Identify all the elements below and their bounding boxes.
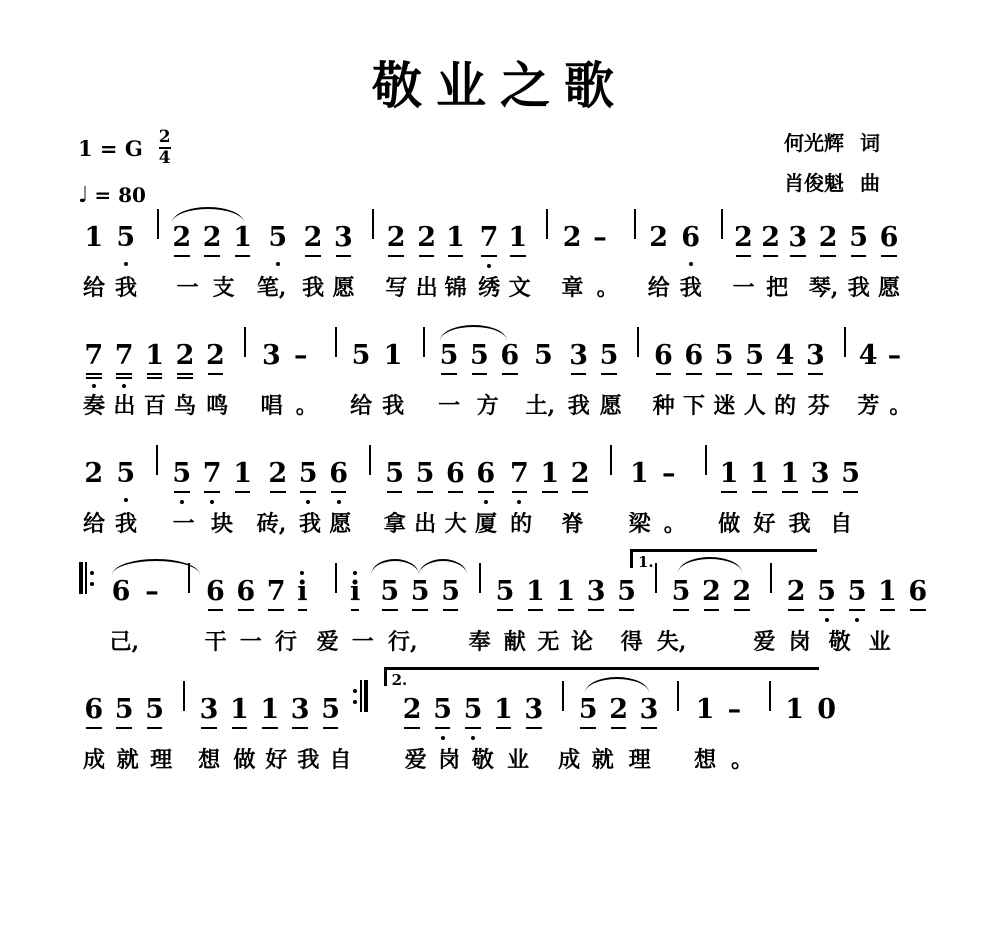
lyric-syllable: 的 [774, 393, 797, 419]
note-number: 4 [858, 340, 878, 371]
lyric-syllable: 我 [302, 275, 325, 301]
lyric-syllable: 自 [329, 747, 352, 773]
lyric-syllable: 人 [743, 393, 766, 419]
tempo-value: = 80 [94, 183, 146, 207]
lyric-syllable: 好 [753, 511, 776, 537]
music-staves [0, 209, 1000, 799]
octave-dot-low-icon [306, 500, 310, 504]
lyric-row [70, 743, 930, 777]
lyric-syllable: 理 [628, 747, 651, 773]
note-number: 1 [785, 694, 804, 725]
note-number: 6 [500, 342, 519, 379]
note-number: 3 [640, 696, 659, 733]
note-number: 1 [494, 696, 513, 733]
slur-arc [172, 207, 244, 223]
music-system [70, 671, 930, 799]
note-number: 6 [206, 578, 225, 615]
note-number: 2 [176, 342, 195, 379]
meter-denominator: 4 [158, 148, 171, 168]
lyric-syllable: 砖, [256, 511, 287, 537]
barline [372, 209, 374, 239]
note-number: 6 [236, 578, 255, 615]
note-number: 0 [817, 694, 836, 725]
lyric-syllable: 梁 [628, 511, 651, 537]
lyric-syllable: 方 [476, 393, 499, 419]
lyric-syllable: 岗 [438, 747, 461, 773]
note-number: 5 [268, 224, 287, 261]
lyric-syllable: 写 [385, 275, 408, 301]
key-and-meter [78, 129, 171, 207]
octave-dot-low-icon [484, 500, 488, 504]
credits [784, 123, 880, 203]
note-number: 5 [433, 696, 452, 733]
lyric-syllable: 就 [116, 747, 139, 773]
lyric-syllable: 给 [82, 275, 106, 301]
lyric-syllable: 给 [82, 511, 106, 537]
note-number: 5 [817, 578, 836, 615]
lyric-syllable: 成 [82, 747, 106, 773]
lyric-syllable: 奏 [82, 393, 106, 419]
note-number: 5 [470, 342, 489, 379]
lyric-syllable: 行 [274, 629, 298, 655]
octave-dot-high-icon [353, 571, 357, 575]
volta-label: 1. [638, 553, 654, 571]
octave-dot-low-icon [124, 498, 128, 502]
lyric-syllable: 脊 [561, 511, 584, 537]
note-number: 1 [233, 460, 252, 497]
note-number: 5 [385, 460, 404, 497]
note-number: 6 [329, 460, 348, 497]
lyric-syllable: 。 [596, 275, 619, 301]
note-number: 6 [908, 578, 927, 615]
barline [610, 445, 612, 475]
note-number: 5 [441, 578, 460, 615]
time-signature [159, 129, 171, 167]
lyric-syllable: 芳 [857, 393, 880, 419]
lyric-syllable: 支 [212, 275, 235, 301]
lyric-syllable: 章 [561, 275, 584, 301]
lyric-syllable: 爱 [404, 747, 427, 773]
page-title: 敬业之歌 [372, 56, 628, 115]
note-number: 2 [84, 458, 104, 489]
note-number: 5 [115, 696, 134, 733]
octave-dot-low-icon [210, 500, 214, 504]
sustain-dash: – [294, 340, 308, 371]
barline [156, 445, 158, 475]
note-row [70, 553, 930, 615]
lyric-syllable: 百 [143, 393, 166, 419]
barline [705, 445, 707, 475]
note-number: 6 [84, 696, 103, 733]
lyric-syllable: 鸟 [174, 393, 197, 419]
repeat-end-barline [356, 680, 368, 712]
lyric-syllable: 把 [766, 275, 789, 301]
music-system [70, 553, 930, 681]
note-number: 3 [262, 340, 281, 371]
lyric-syllable: 业 [868, 629, 891, 655]
note-number: 3 [811, 460, 830, 497]
sustain-dash: – [727, 694, 742, 725]
note-number: 3 [334, 224, 353, 261]
lyric-syllable: 我 [567, 393, 590, 419]
lyric-row [70, 271, 930, 305]
lyric-row [70, 389, 930, 423]
barline [634, 209, 636, 239]
lyricist-credit [784, 123, 880, 163]
lyric-syllable: 行, [387, 629, 418, 655]
note-number: 1 [84, 222, 104, 253]
lyric-syllable: 想 [694, 747, 717, 773]
note-number: 2 [649, 222, 668, 253]
lyric-syllable: 己, [109, 629, 140, 655]
music-system [70, 209, 930, 327]
note-number: 5 [848, 578, 867, 615]
note-number: 4 [776, 342, 795, 379]
lyric-syllable: 我 [382, 393, 405, 419]
lyric-syllable: 好 [265, 747, 288, 773]
lyric-syllable: 。 [730, 747, 754, 773]
lyric-syllable: 绣 [478, 275, 501, 301]
octave-dot-low-icon [855, 618, 859, 622]
note-number: 7 [510, 460, 529, 497]
lyric-syllable: 爱 [316, 629, 339, 655]
barline [335, 563, 337, 593]
note-number: 5 [672, 578, 691, 615]
octave-dot-low-icon [124, 262, 128, 266]
composer-name: 肖俊魁 [784, 171, 844, 195]
note-number: 2 [761, 224, 780, 261]
lyric-syllable: 献 [503, 629, 526, 655]
score-header [0, 123, 1000, 209]
octave-dot-low-icon [441, 736, 445, 740]
note-number: 3 [788, 224, 807, 261]
music-system [70, 445, 930, 563]
octave-dot-low-icon [689, 262, 693, 266]
lyric-syllable: 我 [298, 511, 322, 537]
note-number: 5 [534, 340, 553, 371]
note-number: 1 [230, 696, 249, 733]
lyric-syllable: 一 [176, 275, 199, 301]
note-number: 5 [351, 340, 371, 371]
lyric-syllable: 爱 [753, 629, 776, 655]
barline [423, 327, 425, 357]
barline [369, 445, 371, 475]
lyric-syllable: 厦 [474, 511, 498, 537]
lyric-syllable: 。 [889, 393, 912, 419]
barline [844, 327, 846, 357]
lyric-syllable: 我 [114, 275, 138, 301]
volta-bracket [630, 549, 817, 571]
note-number: 2 [609, 696, 628, 733]
barline [183, 681, 185, 711]
note-number: 5 [440, 342, 459, 379]
note-number: 1 [878, 578, 897, 615]
note-number: 2 [734, 224, 753, 261]
repeat-start-barline [79, 562, 91, 594]
note-number: 5 [600, 342, 619, 379]
barline [244, 327, 246, 357]
note-number: 2 [304, 224, 323, 261]
lyric-syllable: 成 [558, 747, 581, 773]
volta-label: 2. [391, 671, 408, 689]
note-number: 2 [819, 224, 838, 261]
note-number: 5 [617, 578, 636, 615]
note-number: 1 [720, 460, 739, 497]
lyric-syllable: 得 [620, 629, 643, 655]
lyricist-role: 词 [860, 131, 880, 155]
barline [335, 327, 337, 357]
lyric-syllable: 想 [198, 747, 221, 773]
note-number: 2 [417, 224, 436, 261]
lyric-syllable: 琴, [808, 275, 839, 301]
lyric-syllable: 愿 [878, 275, 901, 301]
lyric-syllable: 敬 [471, 747, 494, 773]
lyric-syllable: 出 [414, 511, 437, 537]
lyric-syllable: 我 [297, 747, 320, 773]
barline [479, 563, 481, 593]
lyric-syllable: 失, [656, 629, 687, 655]
lyric-syllable: 笔, [256, 275, 287, 301]
lyric-syllable: 下 [682, 393, 706, 419]
note-number: 2 [571, 460, 590, 497]
sustain-dash: – [593, 222, 607, 253]
note-number: 5 [464, 696, 483, 733]
note-number: 5 [841, 460, 860, 497]
note-number: 2 [206, 342, 225, 379]
octave-dot-low-icon [487, 264, 491, 268]
note-number: 2 [387, 224, 406, 261]
note-number: 5 [411, 578, 430, 615]
note-number: 6 [681, 224, 700, 261]
note-number: 6 [880, 224, 899, 261]
note-number: 6 [111, 576, 131, 607]
note-number: 1 [750, 460, 769, 497]
lyric-syllable: 一 [239, 629, 262, 655]
slur-arc [440, 325, 507, 341]
lyric-syllable: 唱 [260, 393, 283, 419]
lyric-row [70, 625, 930, 659]
sustain-dash: – [887, 340, 902, 371]
barline [546, 209, 548, 239]
lyric-row [70, 507, 930, 541]
lyric-syllable: 就 [591, 747, 614, 773]
lyric-syllable: 一 [172, 511, 195, 537]
octave-dot-low-icon [337, 500, 341, 504]
lyric-syllable: 的 [510, 511, 533, 537]
note-number: 2 [403, 696, 422, 733]
note-number: 3 [587, 578, 606, 615]
note-number: 5 [321, 696, 340, 733]
lyric-syllable: 我 [788, 511, 811, 537]
octave-dot-low-icon [180, 500, 184, 504]
lyric-syllable: 奉 [468, 629, 491, 655]
lyric-syllable: 理 [150, 747, 173, 773]
note-number: 6 [476, 460, 495, 497]
sustain-dash: – [662, 458, 676, 489]
note-number: 7 [480, 224, 499, 261]
lyric-syllable: 干 [204, 629, 227, 655]
note-number: 3 [291, 696, 310, 733]
lyric-syllable: 文 [508, 275, 531, 301]
lyric-syllable: 做 [233, 747, 256, 773]
note-number: 2 [787, 578, 806, 615]
note-row [70, 327, 930, 379]
tempo-marking [78, 183, 171, 207]
note-number: 7 [115, 342, 134, 379]
lyric-syllable: 给 [647, 275, 670, 301]
note-number: 1 [556, 578, 575, 615]
lyric-syllable: 大 [444, 511, 467, 537]
note-number: 5 [745, 342, 764, 379]
lyric-syllable: 自 [830, 511, 853, 537]
octave-dot-low-icon [122, 384, 126, 388]
note-number: 1 [508, 224, 527, 261]
note-number: 2 [702, 578, 721, 615]
note-number: 5 [116, 224, 135, 261]
note-number: 1 [540, 460, 559, 497]
note-number: 3 [524, 696, 543, 733]
meter-numerator: 2 [158, 127, 171, 147]
quarter-note-icon: ♩ [78, 182, 89, 208]
lyric-syllable: 做 [718, 511, 741, 537]
note-number: 5 [579, 696, 598, 733]
octave-dot-high-icon [300, 571, 304, 575]
note-number: 6 [654, 342, 673, 379]
note-number: 5 [172, 460, 191, 497]
lyric-syllable: 论 [570, 629, 594, 655]
note-number: 5 [496, 578, 515, 615]
lyric-syllable: 土, [525, 393, 556, 419]
lyric-syllable: 我 [679, 275, 702, 301]
note-number: 2 [562, 222, 582, 253]
barline [157, 209, 159, 239]
note-number: i [350, 578, 360, 615]
lyric-syllable: 拿 [383, 511, 406, 537]
composer-role: 曲 [860, 171, 880, 195]
lyric-syllable: 给 [350, 393, 373, 419]
octave-dot-low-icon [92, 384, 96, 388]
note-number: 1 [695, 694, 715, 725]
lyric-syllable: 迷 [713, 393, 736, 419]
note-number: 5 [145, 696, 164, 733]
lyric-syllable: 愿 [329, 511, 352, 537]
octave-dot-low-icon [825, 618, 829, 622]
note-number: 3 [569, 342, 588, 379]
note-number: 1 [233, 224, 252, 261]
note-number: 2 [268, 460, 287, 497]
lyric-syllable: 愿 [599, 393, 622, 419]
note-row [70, 445, 930, 497]
lyric-syllable: 一 [351, 629, 374, 655]
lyric-syllable: 一 [732, 275, 755, 301]
note-number: i [297, 578, 307, 615]
note-number: 3 [200, 696, 219, 733]
note-number: 6 [446, 460, 465, 497]
note-number: 1 [526, 578, 545, 615]
lyricist-name: 何光辉 [784, 131, 844, 155]
note-number: 7 [267, 578, 286, 615]
lyric-syllable: 愿 [332, 275, 355, 301]
note-number: 1 [145, 342, 164, 379]
lyric-syllable: 业 [506, 747, 530, 773]
lyric-syllable: 出 [415, 275, 438, 301]
lyric-syllable: 。 [295, 393, 318, 419]
lyric-syllable: 敬 [828, 629, 851, 655]
note-number: 5 [116, 460, 135, 497]
note-number: 7 [84, 342, 103, 379]
note-number: 2 [203, 224, 222, 261]
lyric-syllable: 鸣 [206, 393, 229, 419]
note-number: 2 [732, 578, 751, 615]
lyric-syllable: 岗 [788, 629, 811, 655]
key-label: 1 = G [78, 135, 143, 161]
note-number: 6 [684, 342, 703, 379]
barline [637, 327, 639, 357]
octave-dot-low-icon [517, 500, 521, 504]
lyric-syllable: 我 [114, 511, 138, 537]
note-row [70, 671, 930, 733]
lyric-syllable: 芬 [807, 393, 830, 419]
note-number: 1 [260, 696, 279, 733]
note-number: 3 [806, 342, 825, 379]
lyric-syllable: 我 [847, 275, 870, 301]
note-number: 5 [380, 578, 399, 615]
note-row [70, 209, 930, 261]
lyric-syllable: 出 [113, 393, 136, 419]
volta-bracket [384, 667, 819, 689]
key-signature [78, 129, 171, 167]
lyric-syllable: 。 [663, 511, 686, 537]
note-number: 5 [299, 460, 318, 497]
note-number: 7 [203, 460, 222, 497]
lyric-syllable: 一 [438, 393, 461, 419]
lyric-syllable: 块 [210, 511, 234, 537]
music-system [70, 327, 930, 445]
note-number: 1 [630, 458, 649, 489]
note-number: 1 [446, 224, 465, 261]
note-number: 5 [416, 460, 435, 497]
octave-dot-low-icon [471, 736, 475, 740]
barline [721, 209, 723, 239]
lyric-syllable: 无 [537, 629, 560, 655]
note-number: 2 [172, 224, 191, 261]
note-number: 5 [715, 342, 734, 379]
lyric-syllable: 种 [652, 393, 675, 419]
note-number: 1 [383, 340, 403, 371]
composer-credit [784, 163, 880, 203]
note-number: 1 [780, 460, 799, 497]
octave-dot-low-icon [276, 262, 280, 266]
note-number: 5 [849, 224, 868, 261]
sustain-dash: – [145, 576, 159, 607]
lyric-syllable: 锦 [444, 275, 467, 301]
